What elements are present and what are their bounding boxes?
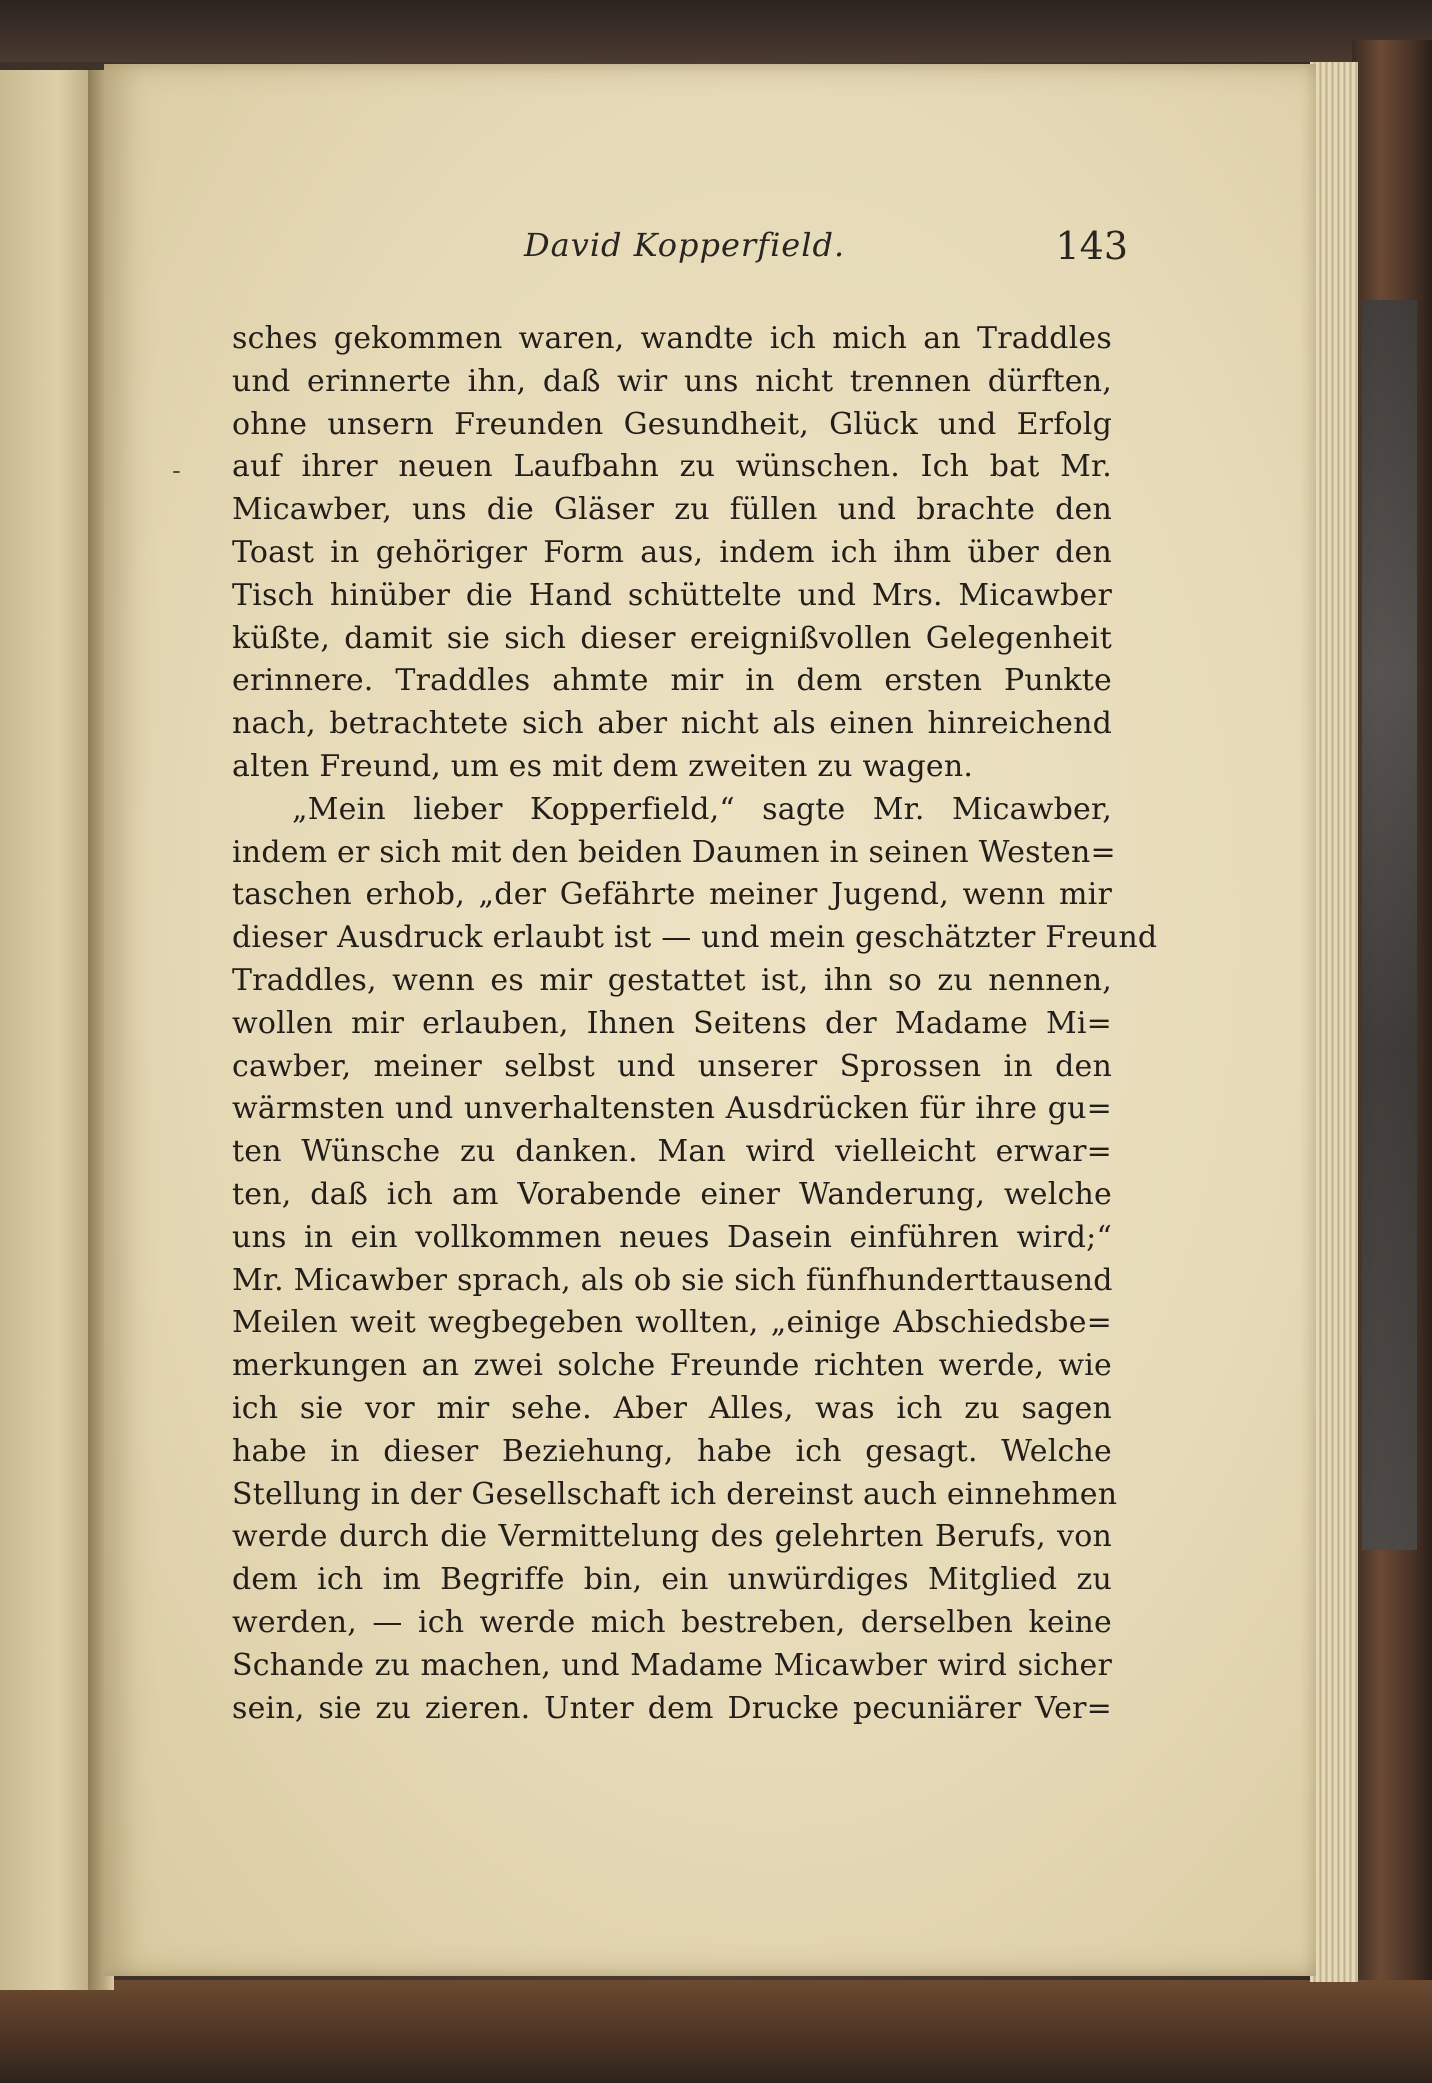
text-line: habe in dieser Beziehung, habe ich gesagt. Welche — [232, 1433, 1112, 1469]
text-line: Traddles, wenn es mir gestattet ist, ihn so zu nennen, — [232, 962, 1112, 998]
body-text — [232, 318, 1158, 1730]
text-line: wollen mir erlauben, Ihnen Seitens der Madame Mi= — [232, 1005, 1112, 1041]
text-line: Meilen weit wegbegeben wollten, „einige Abschiedsbe= — [232, 1305, 1112, 1341]
book-cover-right — [1352, 40, 1432, 2083]
running-head: David Kopperfield. — [524, 226, 846, 264]
text-line: erinnere. Traddles ahmte mir in dem ersten Punkte — [232, 663, 1112, 699]
text-line: werden, — ich werde mich bestreben, derselben keine — [232, 1604, 1112, 1640]
text-line: auf ihrer neuen Laufbahn zu wünschen. Ich bat Mr. — [232, 449, 1112, 485]
text-line: Mr. Micawber sprach, als ob sie sich fünfhunderttausend — [232, 1262, 1113, 1298]
text-line: sches gekommen waren, wandte ich mich an Traddles — [232, 321, 1112, 356]
text-line: Toast in gehöriger Form aus, indem ich ihm über den — [232, 534, 1112, 570]
book-cover-top — [0, 0, 1432, 62]
text-line: indem er sich mit den beiden Daumen in seinen Westen= — [232, 834, 1116, 870]
page-edges — [1310, 62, 1358, 1982]
text-line: nach, betrachtete sich aber nicht als einen hinreichend — [232, 706, 1112, 742]
text-line: ten, daß ich am Vorabende einer Wanderung, welche — [232, 1176, 1112, 1212]
text-line: cawber, meiner selbst und unserer Sprossen in den — [232, 1048, 1112, 1084]
text-line: küßte, damit sie sich dieser ereignißvollen Gelegenheit — [232, 620, 1112, 656]
text-line: Micawber, uns die Gläser zu füllen und brachte den — [232, 492, 1112, 528]
text-line: ohne unsern Freunden Gesundheit, Glück und Erfolg — [232, 406, 1112, 442]
text-line: wärmsten und unverhaltensten Ausdrücken für ihre gu= — [232, 1091, 1112, 1127]
text-line: merkungen an zwei solche Freunde richten werde, wie — [232, 1348, 1112, 1384]
page-number: 143 — [1055, 224, 1128, 268]
text-line: ich sie vor mir sehe. Aber Alles, was ich zu sagen — [232, 1390, 1112, 1426]
text-line: ten Wünsche zu danken. Man wird vielleicht erwar= — [232, 1134, 1112, 1170]
text-line: Tisch hinüber die Hand schüttelte und Mrs. Micawber — [232, 577, 1112, 613]
margin-mark: - — [172, 456, 181, 486]
text-line: „Mein lieber Kopperfield,“ sagte Mr. Micawber, — [292, 791, 1112, 827]
left-page-edge — [0, 70, 96, 1990]
text-line: werde durch die Vermittelung des gelehrten Berufs, von — [232, 1519, 1112, 1555]
text-line: Stellung in der Gesellschaft ich dereinst auch einnehmen — [232, 1476, 1118, 1512]
text-line: und erinnerte ihn, daß wir uns nicht trennen dürften, — [232, 363, 1112, 399]
text-line: sein, sie zu zieren. Unter dem Drucke pecuniärer Ver= — [232, 1690, 1112, 1726]
book-cover-bottom — [0, 1980, 1432, 2083]
text-line: taschen erhob, „der Gefährte meiner Jugend, wenn mir — [232, 877, 1112, 913]
text-line: dem ich im Begriffe bin, ein unwürdiges Mitglied zu — [232, 1562, 1112, 1598]
text-line: Schande zu machen, und Madame Micawber wird sicher — [232, 1647, 1112, 1683]
text-line: dieser Ausdruck erlaubt ist — und mein geschätzter Freund — [232, 920, 1158, 956]
text-line: uns in ein vollkommen neues Dasein einführen wird;“ — [232, 1219, 1112, 1255]
text-line: alten Freund, um es mit dem zweiten zu wagen. — [232, 748, 974, 784]
